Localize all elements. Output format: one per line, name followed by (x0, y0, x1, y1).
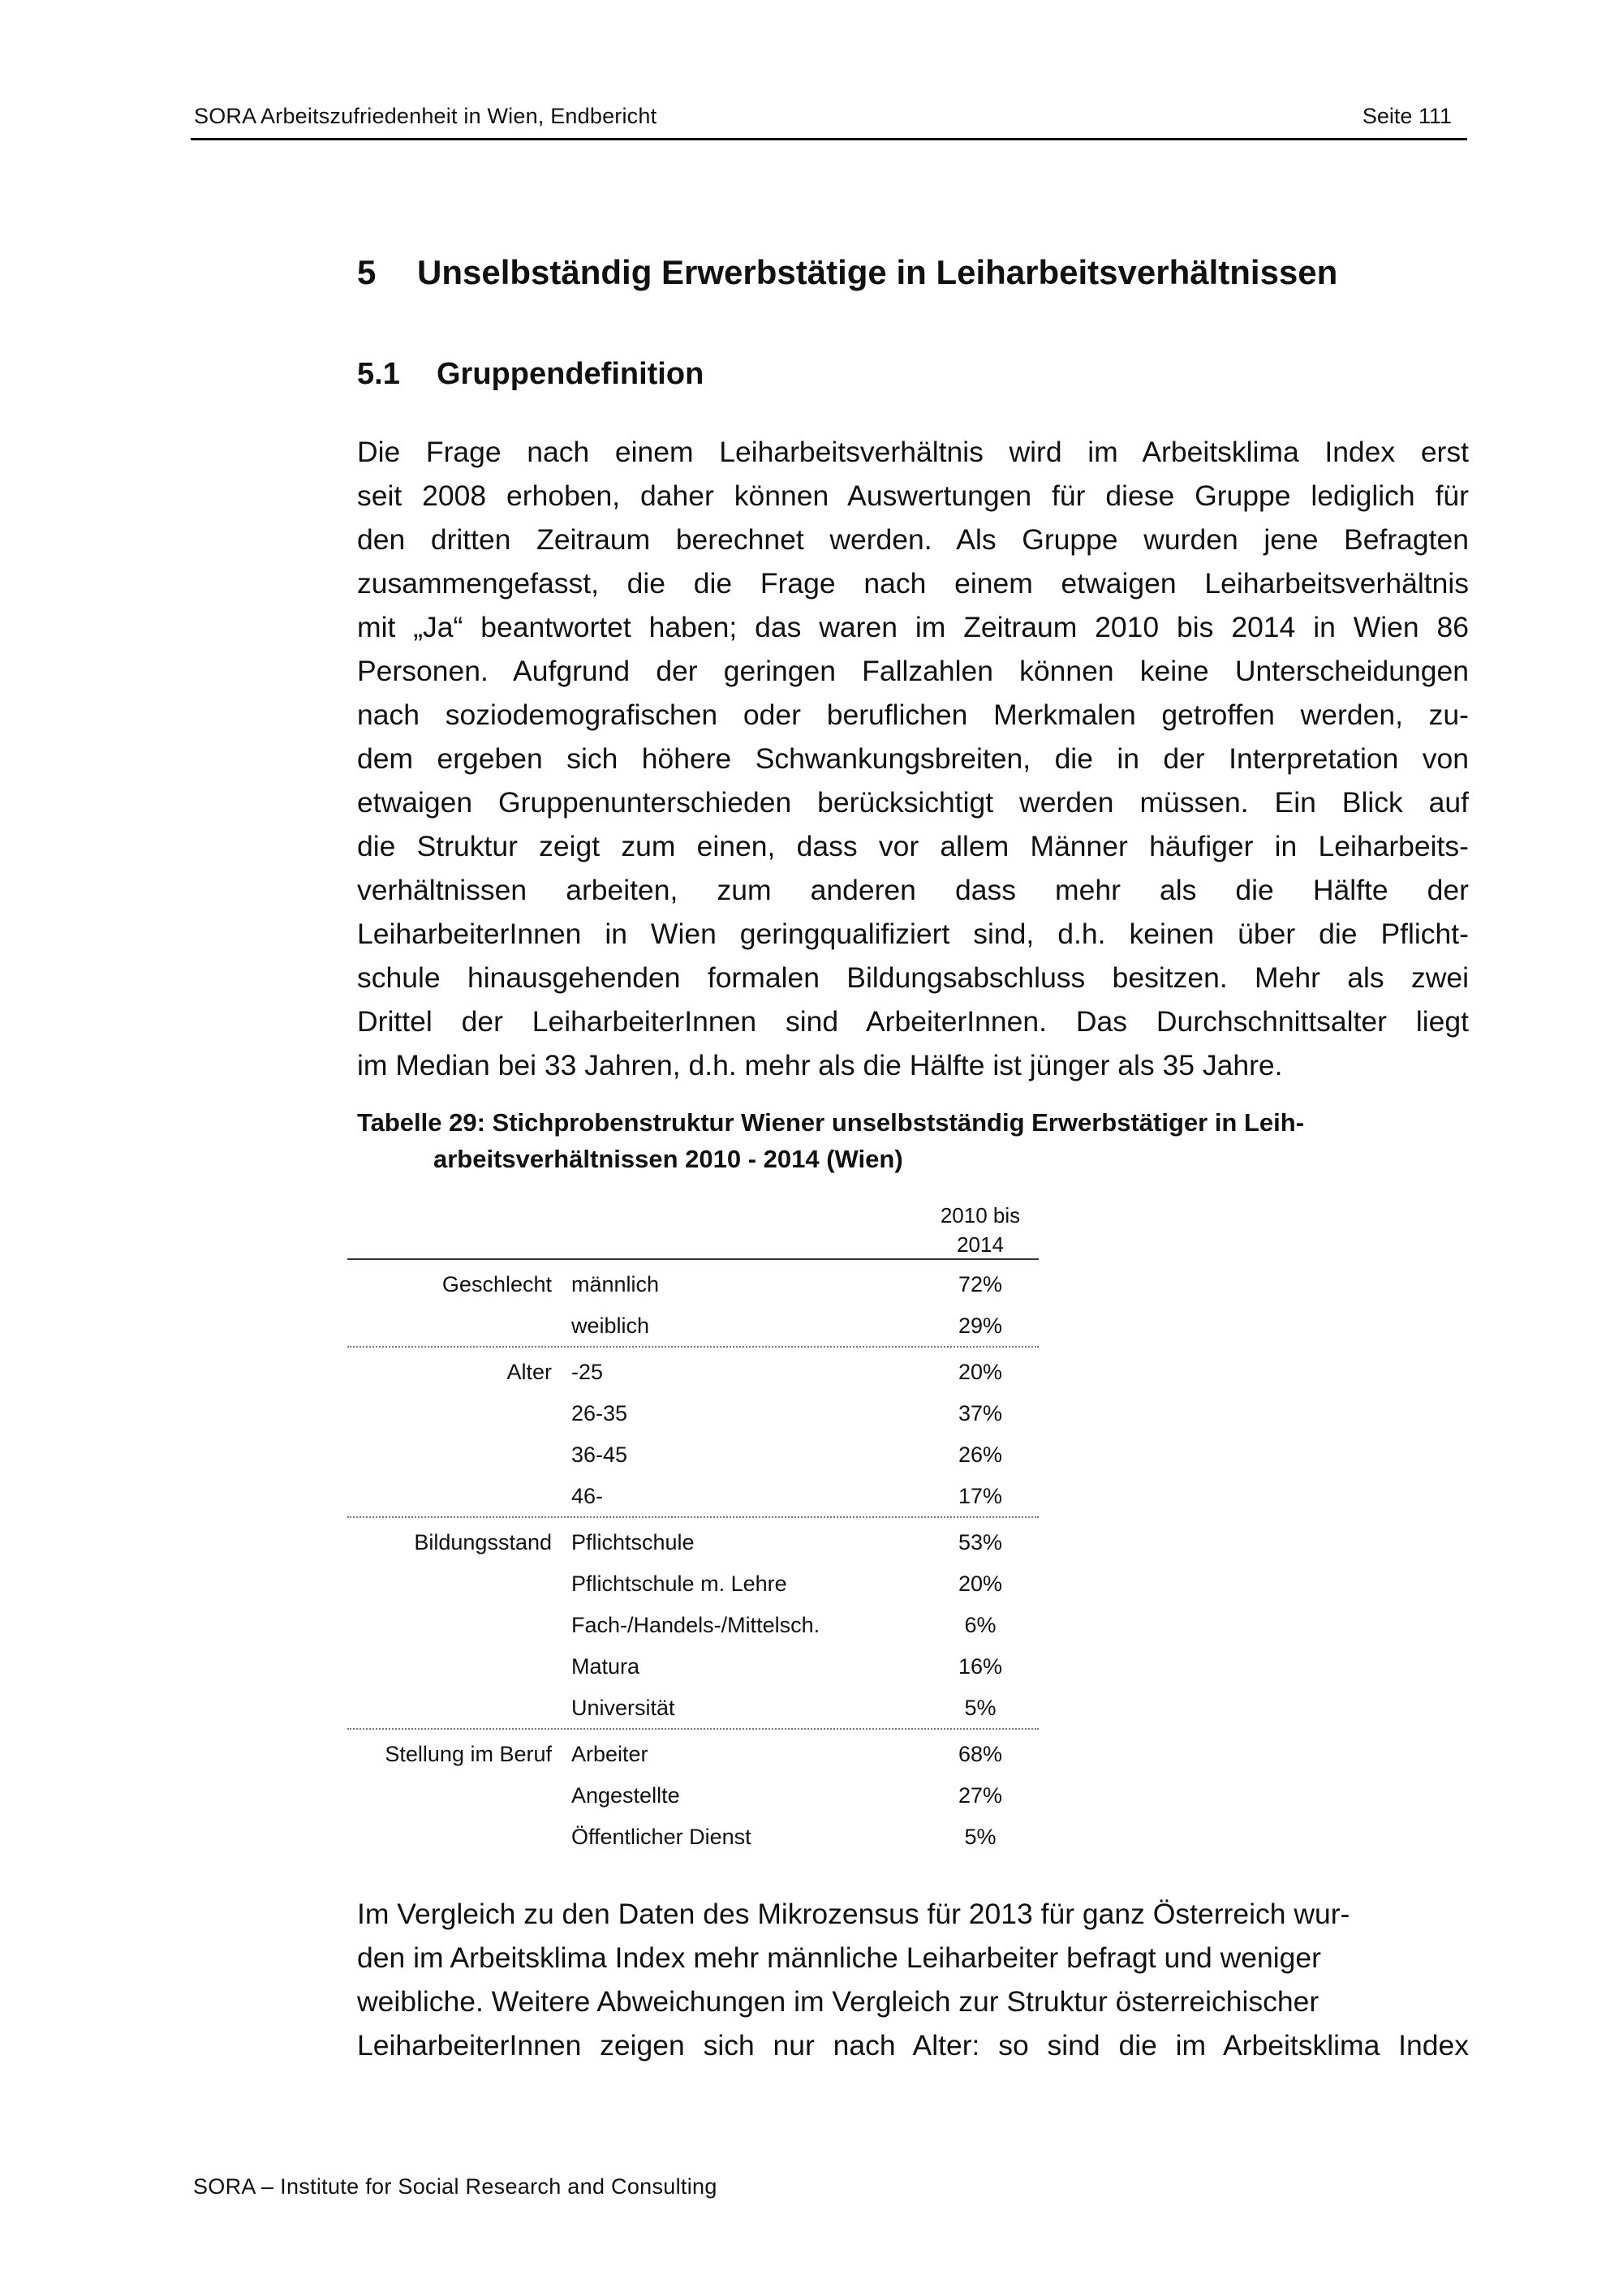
group-label: Bildungsstand (414, 1530, 552, 1554)
category-label: Fach-/Handels-/Mittelsch. (571, 1613, 820, 1637)
value-cell: 5% (964, 1696, 997, 1720)
text-line: die Struktur zeigt zum einen, dass vor allem Männer häufiger in Leiharbeits- (357, 830, 1469, 862)
text-line: etwaigen Gruppenunterschieden berücksichtigt werden müssen. Ein Blick auf (357, 786, 1469, 819)
category-label: Pflichtschule (571, 1530, 695, 1554)
value-cell: 17% (958, 1484, 1003, 1508)
category-label: Angestellte (571, 1783, 680, 1808)
table-row (347, 1816, 1039, 1857)
category-label: Öffentlicher Dienst (571, 1825, 751, 1849)
page-footer: SORA – Institute for Social Research and Consulting (193, 2174, 717, 2199)
section-title: Gruppendefinition (437, 357, 704, 391)
text-line: im Median bei 33 Jahren, d.h. mehr als die Hälfte ist jünger als 35 Jahre. (357, 1049, 1283, 1081)
table-row (347, 1263, 1039, 1305)
text-line: mit „Ja“ beantwortet haben; das waren im Zeitraum 2010 bis 2014 in Wien 86 (357, 611, 1469, 643)
caption-line: Tabelle 29: Stichprobenstruktur Wiener unselbstständig Erwerbstätiger in Leih- (357, 1108, 1305, 1137)
group-label: Geschlecht (441, 1272, 552, 1296)
table-row (347, 1521, 1039, 1563)
category-label: 46- (571, 1484, 604, 1508)
text-line: Die Frage nach einem Leiharbeitsverhältnis wird im Arbeitsklima Index erst (357, 436, 1469, 468)
text-line: Personen. Aufgrund der geringen Fallzahlen können keine Unterscheidungen (357, 655, 1469, 687)
group-label: Stellung im Beruf (385, 1742, 552, 1766)
caption-line: arbeitsverhältnissen 2010 - 2014 (Wien) (433, 1145, 903, 1173)
text-line: weibliche. Weitere Abweichungen im Vergleich zur Struktur österreichischer (357, 1985, 1319, 2018)
table-row (347, 1687, 1039, 1728)
section-number: 5.1 (357, 357, 400, 391)
category-label: -25 (571, 1360, 604, 1384)
value-cell: 26% (958, 1443, 1003, 1467)
table-row (347, 1305, 1039, 1346)
sample-structure-table (347, 1201, 1039, 1857)
value-cell: 6% (964, 1613, 997, 1637)
category-label: Universität (571, 1696, 675, 1720)
table-row (347, 1645, 1039, 1687)
value-cell: 72% (958, 1272, 1003, 1296)
value-cell: 29% (958, 1314, 1003, 1338)
category-label: männlich (571, 1272, 660, 1296)
text-line: schule hinausgehenden formalen Bildungsabschluss besitzen. Mehr als zwei (357, 961, 1469, 994)
table-row (347, 1733, 1039, 1774)
table-row (347, 1392, 1039, 1434)
column-header-period (915, 1201, 1045, 1259)
table-caption (357, 1104, 1477, 1177)
text-line: seit 2008 erhoben, daher können Auswertungen für diese Gruppe lediglich für (357, 479, 1469, 512)
category-label: Matura (571, 1654, 640, 1679)
category-label: Arbeiter (571, 1742, 648, 1766)
text-line: LeiharbeiterInnen zeigen sich nur nach Alter: so sind die im Arbeitsklima Index (357, 2029, 1469, 2062)
group-divider (347, 1728, 1039, 1730)
column-header-line: 2010 bis (940, 1203, 1021, 1228)
document-title: SORA Arbeitszufriedenheit in Wien, Endbericht (194, 104, 657, 128)
text-line: den dritten Zeitraum berechnet werden. Als Gruppe wurden jene Befragten (357, 523, 1469, 556)
table-row (347, 1351, 1039, 1392)
paragraph-group-definition (357, 430, 1469, 1087)
chapter-number: 5 (357, 253, 377, 291)
table-row (347, 1475, 1039, 1516)
text-line: zusammengefasst, die die Frage nach einem etwaigen Leiharbeitsverhältnis (357, 567, 1469, 600)
value-cell: 20% (958, 1572, 1003, 1596)
page-number: Seite 111 (1362, 104, 1452, 128)
page-header (191, 104, 1465, 136)
text-line: Drittel der LeiharbeiterInnen sind ArbeiterInnen. Das Durchschnittsalter liegt (357, 1005, 1469, 1038)
table-row (347, 1434, 1039, 1475)
table-row (347, 1774, 1039, 1816)
text-line: LeiharbeiterInnen in Wien geringqualifiziert sind, d.h. keinen über die Pflicht- (357, 918, 1469, 950)
text-line: Im Vergleich zu den Daten des Mikrozensus für 2013 für ganz Österreich wur- (357, 1898, 1350, 1930)
header-divider (191, 138, 1467, 140)
category-label: Pflichtschule m. Lehre (571, 1572, 787, 1596)
value-cell: 20% (958, 1360, 1003, 1384)
text-line: den im Arbeitsklima Index mehr männliche Leiharbeiter befragt und weniger (357, 1941, 1321, 1974)
table-header (347, 1201, 1039, 1257)
column-header-line: 2014 (957, 1232, 1004, 1257)
chapter-title: Unselbständig Erwerbstätige in Leiharbeitsverhältnissen (417, 253, 1338, 291)
category-label: 26-35 (571, 1401, 628, 1425)
value-cell: 16% (958, 1654, 1003, 1679)
group-label: Alter (506, 1360, 552, 1384)
table-row (347, 1563, 1039, 1604)
group-divider (347, 1346, 1039, 1348)
group-divider (347, 1516, 1039, 1518)
value-cell: 27% (958, 1783, 1003, 1808)
paragraph-microcensus-comparison (357, 1892, 1469, 2067)
text-line: nach soziodemografischen oder beruflichen Merkmalen getroffen werden, zu- (357, 699, 1469, 731)
value-cell: 37% (958, 1401, 1003, 1425)
value-cell: 5% (964, 1825, 997, 1849)
text-line: verhältnissen arbeiten, zum anderen dass mehr als die Hälfte der (357, 874, 1469, 906)
chapter-heading (357, 253, 1337, 292)
category-label: 36-45 (571, 1443, 628, 1467)
category-label: weiblich (571, 1314, 650, 1338)
table-row (347, 1604, 1039, 1645)
value-cell: 53% (958, 1530, 1003, 1554)
section-heading (357, 357, 704, 392)
text-line: dem ergeben sich höhere Schwankungsbreiten, die in der Interpretation von (357, 742, 1469, 775)
value-cell: 68% (958, 1742, 1003, 1766)
